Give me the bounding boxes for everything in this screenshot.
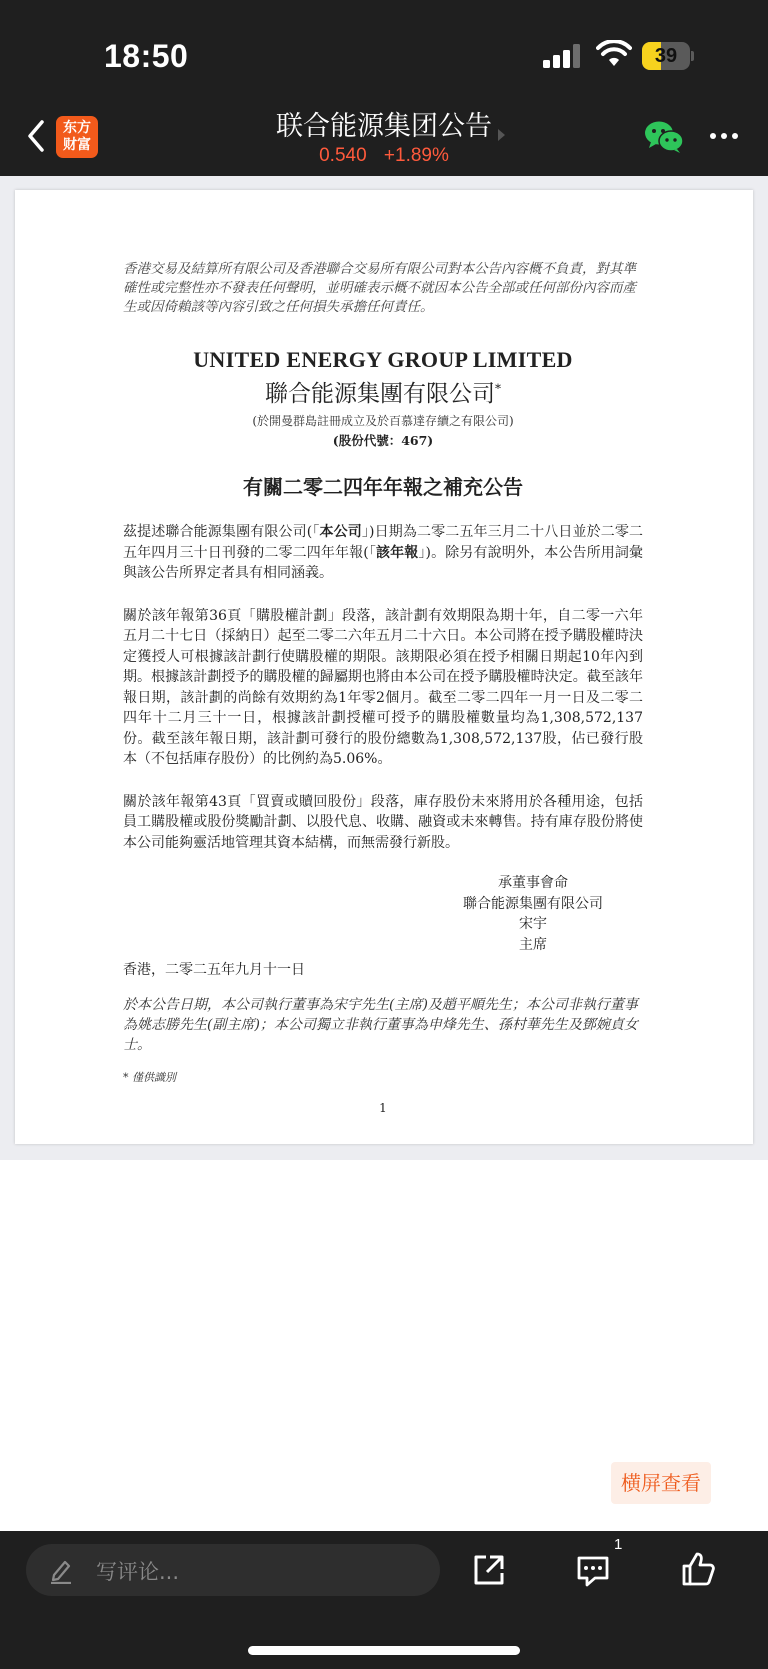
more-icon[interactable] (708, 128, 740, 144)
announcement-title: 有關二零二四年年報之補充公告 (243, 475, 523, 499)
home-indicator[interactable] (248, 1646, 520, 1655)
company-name-zh: 聯合能源集團有限公司* (265, 381, 501, 407)
battery-level: 39 (654, 45, 678, 67)
page-number: 1 (379, 1101, 387, 1115)
wifi-icon (596, 40, 632, 68)
stock-price: 0.540 (319, 145, 367, 166)
brand-logo-line1: 东方 (63, 120, 91, 136)
comment-placeholder[interactable]: 写评论... (96, 1560, 180, 1584)
signature-block: 承董事會命 聯合能源集團有限公司 宋宇 主席 (463, 875, 603, 953)
stock-code: (股份代號：467) (332, 433, 434, 448)
battery-icon (642, 42, 694, 70)
stock-change: +1.89% (383, 145, 449, 166)
brand-logo (56, 116, 98, 158)
status-time: 18:50 (104, 38, 189, 74)
comment-input[interactable] (26, 1544, 440, 1596)
share-icon[interactable] (472, 1553, 506, 1587)
page-title: 联合能源集团公告 (276, 111, 492, 142)
landscape-view-button[interactable]: 横屏查看 (611, 1462, 711, 1504)
status-bar (0, 0, 768, 98)
back-icon[interactable] (20, 116, 54, 156)
disclaimer: 香港交易及結算所有限公司及香港聯合交易所有限公司對本公告內容概不負責，對其準確性或完整性亦不發表任何聲明，並明確表示概不就因本公告全部或任何部份內容而產生或因倚賴該等內容引致之任何損失承擔任何責任。 (123, 261, 636, 315)
wechat-icon[interactable] (644, 120, 684, 154)
pen-icon (48, 1556, 74, 1584)
stock-quote[interactable] (200, 145, 568, 167)
comment-count: 1 (614, 1536, 623, 1553)
brand-logo-line2: 财富 (63, 137, 91, 153)
incorporation-note: (於開曼群島註冊成立及於百慕達存續之有限公司) (252, 414, 514, 428)
comment-icon[interactable] (575, 1554, 611, 1588)
paragraph-share-option: 關於該年報第36頁「購股權計劃」段落，該計劃有效期限為期十年，自二零一六年五月二十七日（採納日）起至二零二六年五月二十六日。本公司將在授予購股權時決定獲授人可根據該計劃行使購股權的期限。該期限必須在授予相關日期起10年內到期。根據該計劃授予的購股權的歸屬期也將由本公司在授予購股權時決定。截至該年報日期，該計劃的尚餘有效期約為1年零2個月。截至二零二四年一月一日及二零二四年十二月三十一日，根據該計劃授權可授予的購股權數量均為1,308,572,137份。截至該年報日期，該計劃可發行的股份總數為1,308,572,137股，佔已發行股本（不包括庫存股份）的比例約為5.06%。 (123, 607, 643, 767)
signal-icon (543, 44, 583, 68)
caret-right-icon (498, 129, 505, 141)
place-date: 香港，二零二五年九月十一日 (123, 962, 305, 978)
directors-note: 於本公告日期，本公司執行董事為宋宇先生(主席)及趙平順先生；本公司非執行董事為姚志勝先生(副主席)；本公司獨立非執行董事為申烽先生、孫村華先生及鄧婉貞女士。 (123, 997, 638, 1053)
footnote: * 僅供識別 (123, 1071, 176, 1084)
like-icon[interactable] (680, 1551, 716, 1587)
company-name-en: UNITED ENERGY GROUP LIMITED (193, 347, 573, 372)
announcement-page[interactable] (15, 190, 753, 1144)
paragraph-treasury-shares: 關於該年報第43頁「買賣或贖回股份」段落，庫存股份未來將用於各種用途，包括員工購股權或股份獎勵計劃、以股代息、收購、融資或未來轉售。持有庫存股份將使本公司能夠靈活地管理其資本結構，而無需發行新股。 (123, 793, 643, 851)
paragraph-intro: 茲提述聯合能源集團有限公司(「本公司」)日期為二零二五年三月二十八日並於二零二五年四月三十日刊發的二零二四年年報(「該年報」)。除另有說明外，本公告所用詞彙與該公告所界定者具有相同涵義。 (123, 524, 644, 581)
